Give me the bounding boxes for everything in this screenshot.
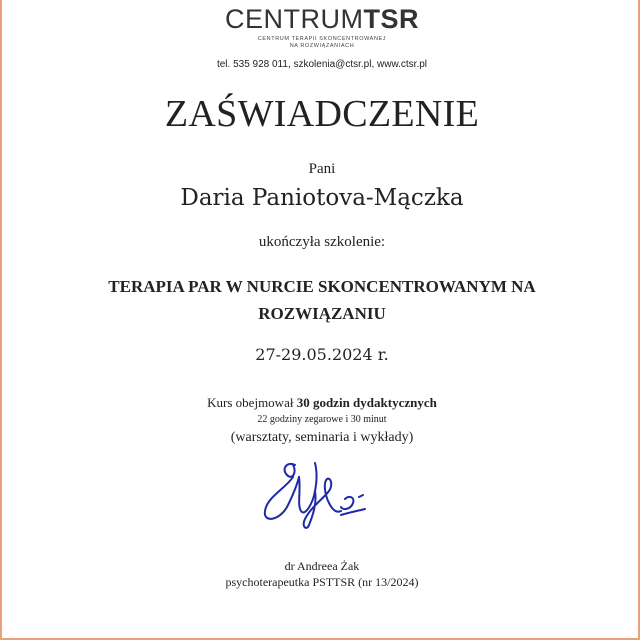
hours-prefix: Kurs obejmował xyxy=(207,395,297,410)
course-title-line2: ROZWIĄZANIU xyxy=(258,304,386,323)
salutation: Pani xyxy=(308,161,336,177)
signer-block xyxy=(2,558,640,590)
course-forms: (warsztaty, seminaria i wykłady) xyxy=(230,430,414,445)
course-title xyxy=(2,273,640,327)
certificate-title: ZAŚWIADCZENIE xyxy=(164,93,480,135)
course-title-line1: TERAPIA PAR W NURCIE SKONCENTROWANYM NA xyxy=(108,277,536,296)
signer-name: dr Andreea Żak xyxy=(284,559,360,573)
signer-role: psychoterapeutka PSTTSR (nr 13/2024) xyxy=(225,575,419,589)
contact-info: tel. 535 928 011, szkolenia@ctsr.pl, www.ctsr.pl xyxy=(216,59,428,70)
course-hours xyxy=(2,395,640,411)
hours-bold: 30 godzin dydaktycznych xyxy=(296,395,437,410)
logo xyxy=(2,4,640,35)
logo-text-light: CENTRUM xyxy=(225,4,364,34)
signature-icon xyxy=(257,455,377,530)
hours-detail: 22 godziny zegarowe i 30 minut xyxy=(257,414,387,425)
logo-subtitle-line1: CENTRUM TERAPII SKONCENTROWANEJ xyxy=(257,36,387,42)
logo-subtitle-line2: NA ROZWIĄZANIACH xyxy=(289,43,355,49)
completed-text: ukończyła szkolenie: xyxy=(258,234,386,250)
recipient-name: Daria Paniotova-Mączka xyxy=(180,185,464,211)
logo-text-bold: TSR xyxy=(363,4,419,34)
course-dates: 27-29.05.2024 r. xyxy=(255,345,389,364)
